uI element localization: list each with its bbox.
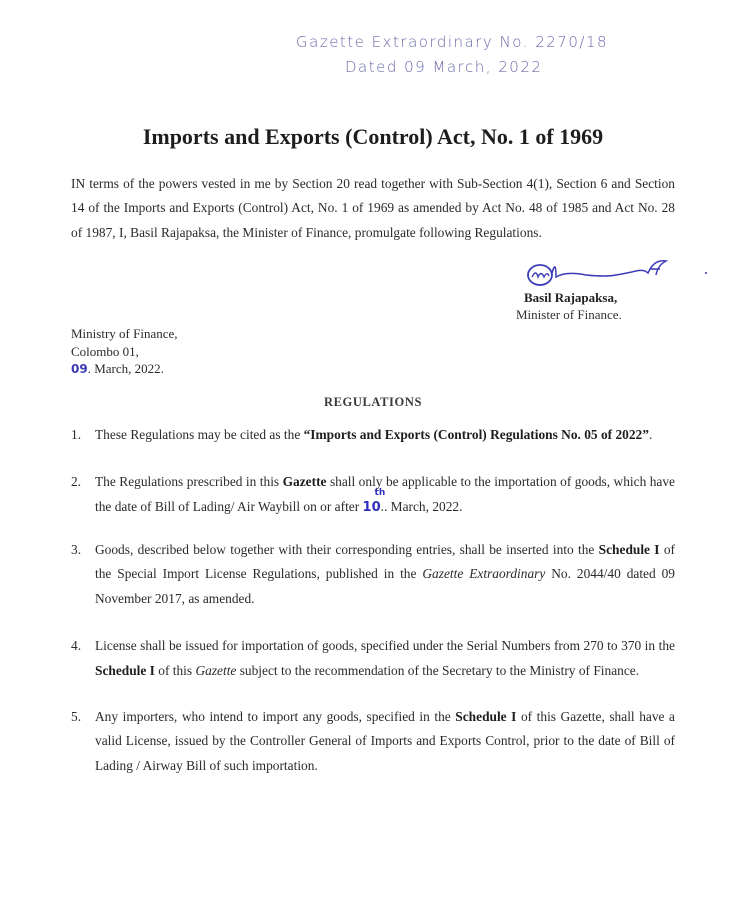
- address-line-ministry: Ministry of Finance,: [71, 326, 178, 342]
- regulations-heading: REGULATIONS: [323, 394, 423, 409]
- text-run: The Regulations prescribed in this: [95, 474, 283, 490]
- signature-block: [508, 251, 708, 323]
- signature-stroke: [552, 261, 666, 277]
- italic-term: Gazette Extraordinary: [422, 566, 546, 582]
- text-run: of the Special Import License Regulations, published in the: [95, 541, 675, 582]
- address-date-rest: . March, 2022.: [87, 361, 164, 377]
- handwritten-note: [296, 30, 675, 80]
- regulation-citation-title: “Imports and Exports (Control) Regulations No. 05 of 2022”: [303, 426, 649, 442]
- handwritten-day-wrap: [362, 487, 386, 515]
- text-run: No. 2044/40 dated 09 November 2017, as amended.: [95, 566, 675, 606]
- handwritten-gazette-number: Gazette Extraordinary No. 2270/18: [296, 33, 609, 51]
- ministry-address: [71, 325, 675, 379]
- signer-name: Basil Rajapaksa,: [524, 290, 618, 306]
- regulation-number: 2.: [71, 474, 82, 490]
- regulation-item: [71, 470, 675, 520]
- address-date: [71, 360, 675, 379]
- regulation-text: [95, 423, 675, 447]
- text-run: of this: [154, 662, 196, 678]
- regulation-text: [95, 470, 675, 520]
- text-run: License shall be issued for importation of goods, specified under the Serial Numbers from 270 to 370 in the: [95, 638, 675, 654]
- bold-term: Schedule I: [455, 708, 517, 724]
- text-run: Any importers, who intend to import any goods, specified in the: [95, 708, 456, 724]
- signature-initials: [532, 273, 549, 277]
- regulation-number: 4.: [71, 638, 82, 654]
- italic-term: Gazette: [195, 662, 237, 678]
- text-run: Goods, described below together with their corresponding entries, shall be inserted into the: [95, 541, 599, 557]
- preamble-paragraph: IN terms of the powers vested in me by Section 20 read together with Sub-Section 4(1), Section 6 and Section 14 of the Imports and Exports (Control) Act, No. 1 of 1969 as amended by Act No. 48 of 1985 and Act No. 28 of 1987, I, Basil Rajapaksa, the Minister of Finance, promulgate following Regulations.: [71, 176, 675, 240]
- signature-dot: [705, 272, 707, 274]
- handwritten-signature: [518, 251, 718, 289]
- regulation-number: 5.: [71, 708, 82, 724]
- regulation-item: [71, 423, 675, 447]
- regulation-text: [95, 705, 675, 778]
- document-title: Imports and Exports (Control) Act, No. 1 of 1969: [142, 124, 604, 149]
- text-run: of this Gazette, shall have a valid License, issued by the Controller General of Imports and Exports Control, prior to the date of Bill of Lading / Airway Bill of such importation.: [95, 708, 675, 773]
- regulation-item: [71, 634, 675, 683]
- handwritten-day: 10: [362, 499, 381, 515]
- address-line-city: Colombo 01,: [71, 343, 139, 359]
- bold-term: Gazette: [282, 474, 327, 490]
- handwritten-date-day: 09: [71, 362, 88, 377]
- regulation-item: [71, 705, 675, 778]
- text-run: .: [648, 426, 653, 442]
- regulation-number: 3.: [71, 541, 82, 557]
- regulation-text: [95, 538, 675, 611]
- text-run: .. March, 2022.: [380, 498, 463, 514]
- regulation-number: 1.: [71, 426, 82, 442]
- regulation-item: [71, 538, 675, 611]
- bold-term: Schedule I: [598, 541, 660, 557]
- text-run: subject to the recommendation of the Secretary to the Ministry of Finance.: [236, 662, 640, 678]
- text-run: These Regulations may be cited as the: [95, 426, 304, 442]
- handwritten-day-suffix: th: [374, 487, 386, 498]
- bold-term: Schedule I: [95, 662, 155, 678]
- text-run: shall only be applicable to the importation of goods, which have the date of Bill of Lading/ Air Waybill on or after: [95, 474, 675, 514]
- signer-title: Minister of Finance.: [516, 307, 622, 323]
- handwritten-gazette-date: Dated 09 March, 2022: [345, 58, 543, 76]
- regulation-text: [95, 634, 675, 683]
